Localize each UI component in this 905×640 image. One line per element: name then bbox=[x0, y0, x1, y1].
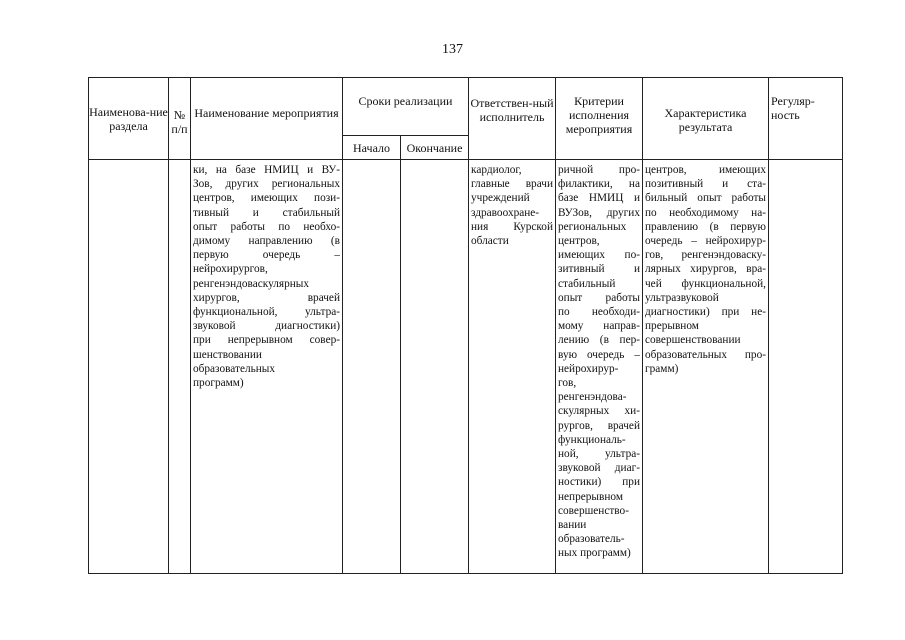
text-line: зитивный и bbox=[558, 263, 640, 276]
text-line: ных программ) bbox=[558, 547, 631, 560]
text-line: звуковой диаг- bbox=[558, 462, 640, 475]
text-line: области bbox=[471, 235, 509, 248]
text-line: вании bbox=[558, 519, 587, 532]
header-regularity: Регуляр-ность bbox=[769, 78, 843, 160]
text-line: лярных хирургов, вра- bbox=[645, 263, 766, 276]
cell-start bbox=[343, 160, 401, 574]
text-line: непрерывном bbox=[558, 490, 623, 503]
text-line: очередь – нейрохирур- bbox=[645, 235, 766, 248]
text-line: гов, bbox=[558, 377, 577, 390]
text-line: образовательных про- bbox=[645, 348, 766, 361]
measures-table bbox=[88, 77, 843, 574]
text-line: правлению (в первую bbox=[645, 220, 766, 233]
text-line: центров, имеющих пози- bbox=[193, 192, 340, 205]
text-line: функциональ- bbox=[558, 433, 626, 446]
text-line: прерывном bbox=[645, 320, 699, 333]
text-line: центров, имеющих bbox=[645, 164, 766, 176]
criteria-text bbox=[558, 163, 640, 561]
responsible-text bbox=[471, 163, 553, 248]
text-line: по необходи- bbox=[558, 306, 640, 319]
text-line: лению (в пер- bbox=[558, 334, 640, 347]
text-line: стабильный bbox=[558, 277, 616, 290]
text-line: Зов, других региональных bbox=[193, 178, 340, 191]
text-line: кардиолог, bbox=[471, 164, 522, 176]
text-line: ной, ультра- bbox=[558, 448, 640, 461]
text-line: нейрохирургов, bbox=[193, 263, 268, 276]
text-line: функциональной, ультра- bbox=[193, 306, 340, 319]
header-criteria: Критерии исполнения мероприятия bbox=[556, 78, 643, 160]
header-responsible: Ответствен-ный исполнитель bbox=[469, 78, 556, 160]
text-line: нейрохирур- bbox=[558, 362, 619, 375]
text-line: ния Курской bbox=[471, 220, 553, 233]
text-line: тивный и стабильный bbox=[193, 206, 340, 219]
event-text bbox=[193, 163, 340, 390]
text-line: звуковой диагностики) bbox=[193, 320, 340, 333]
text-line: грамм) bbox=[645, 362, 679, 375]
text-line: шенствовании bbox=[193, 348, 262, 361]
cell-regularity bbox=[769, 160, 843, 574]
text-line: ностики) при bbox=[558, 476, 640, 489]
text-line: ренгенэндова- bbox=[558, 391, 627, 404]
text-line: совершенство- bbox=[558, 504, 629, 517]
text-line: совершенствовании bbox=[645, 334, 741, 347]
header-event-name: Наименование мероприятия bbox=[191, 78, 343, 160]
text-line: региональных bbox=[558, 220, 627, 233]
text-line: образовательных bbox=[193, 362, 276, 375]
header-result: Характеристика результата bbox=[643, 78, 769, 160]
text-line: гов, ренгенэндоваску- bbox=[645, 249, 766, 262]
text-line: ричной про- bbox=[558, 164, 640, 176]
text-line: филактики, на bbox=[558, 178, 640, 191]
text-line: мому направ- bbox=[558, 320, 640, 333]
text-line: чей функциональной, bbox=[645, 277, 766, 290]
header-section-name: Наименова-ние раздела bbox=[89, 78, 169, 160]
text-line: центров, bbox=[558, 235, 600, 248]
text-line: имеющих по- bbox=[558, 249, 640, 262]
text-line: учреждений bbox=[471, 192, 530, 205]
cell-criteria bbox=[556, 160, 643, 574]
text-line: скулярных хи- bbox=[558, 405, 640, 418]
text-line: главные врачи bbox=[471, 178, 553, 191]
text-line: диагностики) при не- bbox=[645, 306, 766, 319]
cell-event-name bbox=[191, 160, 343, 574]
cell-number bbox=[169, 160, 191, 574]
header-number: № п/п bbox=[169, 78, 191, 160]
text-line: бильный опыт работы bbox=[645, 192, 766, 205]
cell-end bbox=[401, 160, 469, 574]
text-line: хирургов, врачей bbox=[193, 291, 340, 304]
header-start: Начало bbox=[343, 136, 401, 160]
cell-responsible bbox=[469, 160, 556, 574]
text-line: по необходимому на- bbox=[645, 206, 766, 219]
text-line: здравоохране- bbox=[471, 206, 540, 219]
text-line: первую очередь – bbox=[193, 249, 340, 262]
text-line: вую очередь – bbox=[558, 348, 640, 361]
text-line: ки, на базе НМИЦ и ВУ- bbox=[193, 164, 340, 176]
text-line: ренгенэндоваскулярных bbox=[193, 277, 310, 290]
text-line: программ) bbox=[193, 377, 244, 390]
text-line: позитивный и ста- bbox=[645, 178, 766, 191]
text-line: при непрерывном совер- bbox=[193, 334, 340, 347]
text-line: образователь- bbox=[558, 533, 625, 546]
text-line: опыт работы bbox=[558, 291, 640, 304]
text-line: димому направлению (в bbox=[193, 235, 340, 248]
header-timeline: Сроки реализации bbox=[343, 78, 469, 136]
text-line: базе НМИЦ и bbox=[558, 192, 640, 205]
cell-result bbox=[643, 160, 769, 574]
text-line: опыт работы по необхо- bbox=[193, 220, 340, 233]
text-line: ультразвуковой bbox=[645, 291, 719, 304]
page-number: 137 bbox=[442, 42, 463, 57]
text-line: рургов, врачей bbox=[558, 419, 640, 432]
cell-section-name bbox=[89, 160, 169, 574]
result-text bbox=[645, 163, 766, 376]
text-line: ВУЗов, других bbox=[558, 206, 640, 219]
header-end: Окончание bbox=[401, 136, 469, 160]
